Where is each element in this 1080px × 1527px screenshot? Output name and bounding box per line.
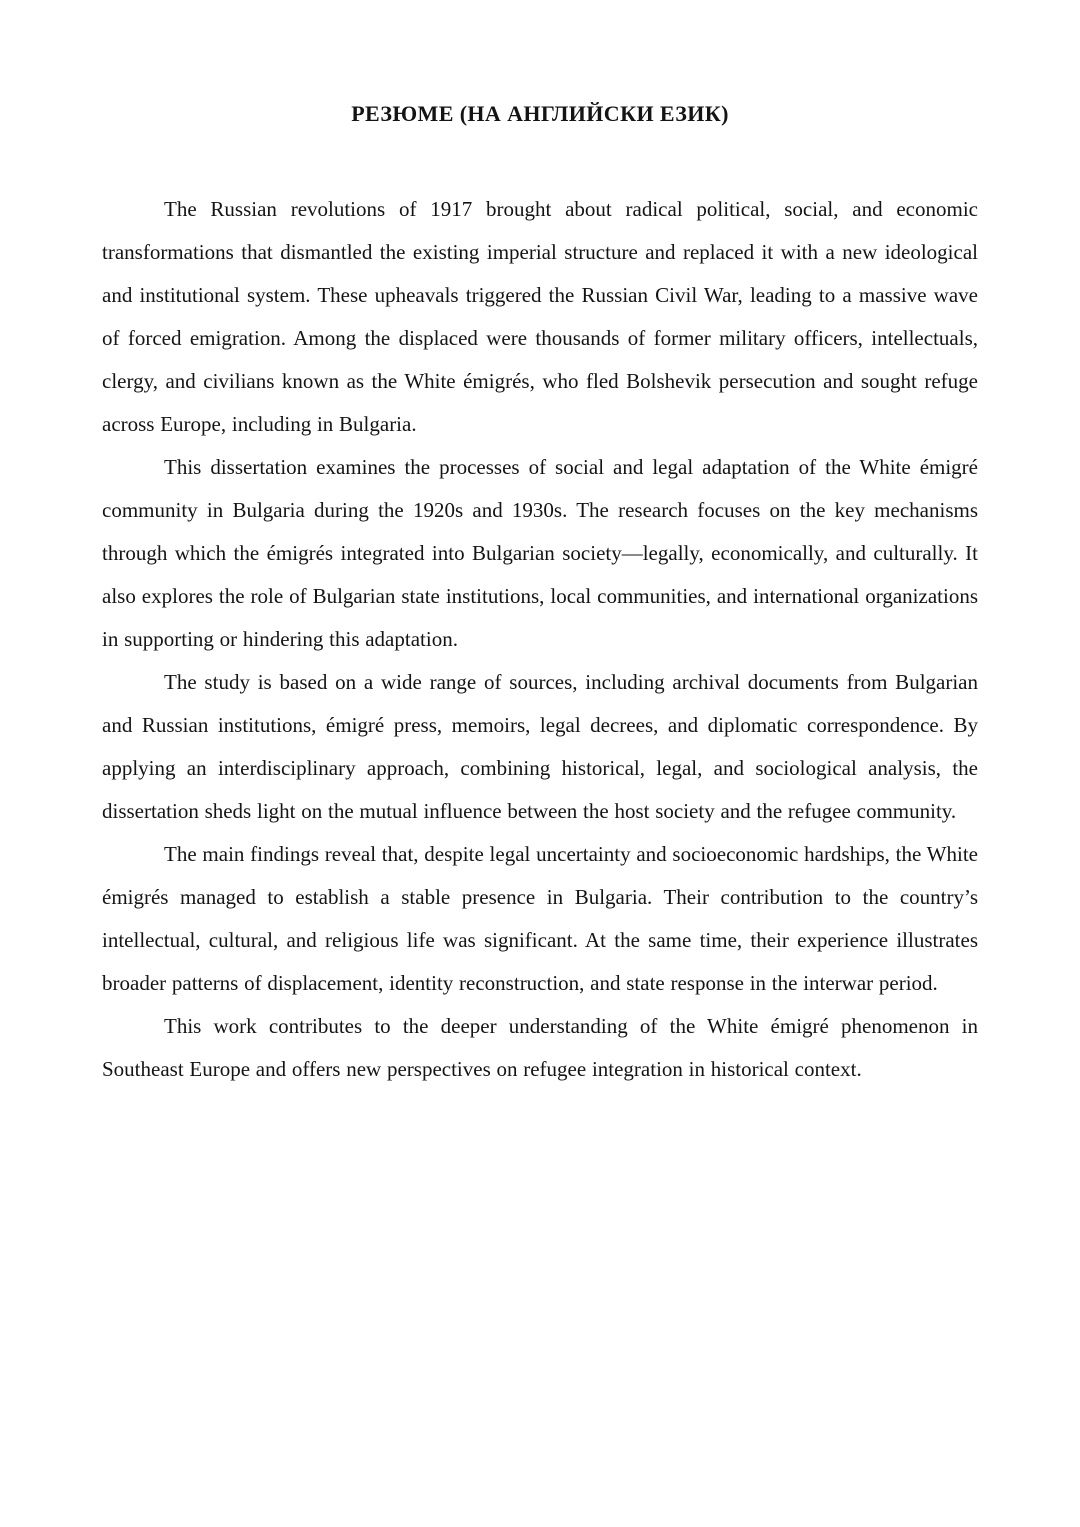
page-title: РЕЗЮМЕ (НА АНГЛИЙСКИ ЕЗИК)	[351, 101, 729, 126]
paragraph-intro-revolutions: The Russian revolutions of 1917 brought about radical political, social, and economic transformations that dismantled the existing imperial structure and replaced it with a new ideological and institutional system. These upheavals triggered the Russian Civil War, leading to a massive wave of forced emigration. Among the displaced were thousands of former military officers, intellectuals, clergy, and civilians known as the White émigrés, who fled Bolshevik persecution and sought refuge across Europe, including in Bulgaria.	[102, 197, 978, 436]
paragraph-dissertation-scope: This dissertation examines the processes of social and legal adaptation of the White émigré community in Bulgaria during the 1920s and 1930s. The research focuses on the key mechanisms through which the émigrés integrated into Bulgarian society—legally, economically, and culturally. It also explores the role of Bulgarian state institutions, local communities, and international organizations in supporting or hindering this adaptation.	[102, 455, 978, 651]
paragraph-sources-methodology: The study is based on a wide range of sources, including archival documents from Bulgarian and Russian institutions, émigré press, memoirs, legal decrees, and diplomatic correspondence. By applying an interdisciplinary approach, combining historical, legal, and sociological analysis, the dissertation sheds light on the mutual influence between the host society and the refugee community.	[102, 670, 978, 823]
paragraph-contribution: This work contributes to the deeper understanding of the White émigré phenomenon in Southeast Europe and offers new perspectives on refugee integration in historical context.	[102, 1014, 978, 1081]
paragraph-main-findings: The main findings reveal that, despite legal uncertainty and socioeconomic hardships, the White émigrés managed to establish a stable presence in Bulgaria. Their contribution to the country’s intellectual, cultural, and religious life was significant. At the same time, their experience illustrates broader patterns of displacement, identity reconstruction, and state response in the interwar period.	[102, 842, 978, 995]
